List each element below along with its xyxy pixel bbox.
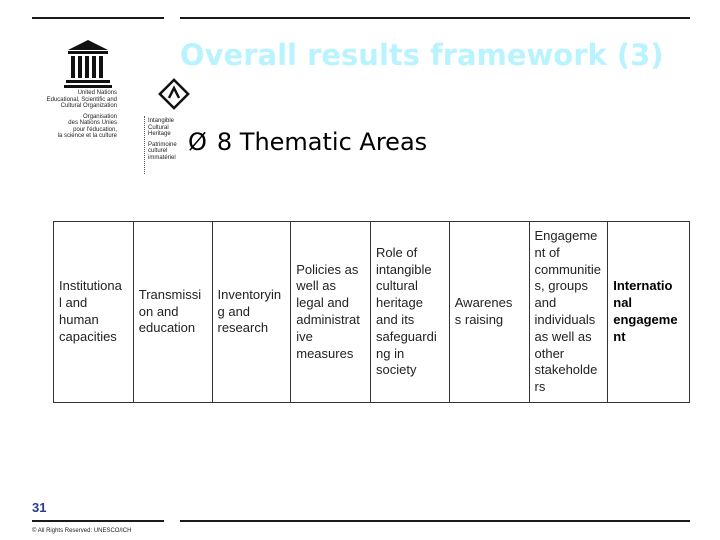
ich-diamond-icon	[156, 76, 192, 112]
ich-name-text: Intangible Cultural Heritage Patrimoine culturel immatériel	[148, 118, 177, 161]
area-label: Policies as well as legal and administrat ive measures	[296, 261, 360, 361]
area-cell	[54, 222, 134, 402]
page-number: 31	[32, 500, 47, 515]
area-label: Role of intangible cultural heritage and its safeguardi ng in society	[376, 244, 437, 378]
area-label: Engageme nt of communitie s, groups and individuals as well as other stakeholde rs	[534, 228, 601, 395]
area-label: Transmissi on and education	[138, 286, 202, 336]
unesco-temple-icon	[64, 38, 112, 90]
top-rule-right	[180, 17, 690, 19]
bottom-rule-left	[32, 520, 164, 522]
top-rule-left	[32, 17, 164, 19]
area-cell	[530, 222, 609, 402]
area-label: Internatio nal engageme nt	[613, 278, 678, 344]
unesco-name-text: United Nations Educational, Scientific and Cultural Organization Organisation des Nations Unies pour l'éducation, la science et la culture	[46, 90, 117, 139]
area-label: Awarenes s raising	[454, 295, 513, 327]
area-label: Institutiona l and human capacities	[59, 278, 122, 344]
area-cell	[213, 222, 292, 402]
bullet-thematic-areas	[188, 128, 427, 156]
arrow-bullet-icon: Ø	[188, 128, 207, 156]
area-cell	[134, 222, 213, 402]
area-cell	[291, 222, 371, 402]
bullet-text: 8 Thematic Areas	[216, 128, 428, 156]
logo-divider	[144, 116, 146, 174]
area-cell	[371, 222, 450, 402]
area-cell	[450, 222, 530, 402]
bottom-rule-right	[180, 520, 690, 522]
copyright-text: © All Rights Reserved: UNESCO/ICH	[32, 528, 132, 534]
unesco-ich-logo	[36, 38, 177, 161]
area-label: Inventoryin g and research	[217, 286, 282, 336]
thematic-areas-table	[53, 221, 690, 403]
slide-title: Overall results framework (3)	[180, 38, 664, 72]
area-cell	[608, 222, 689, 402]
